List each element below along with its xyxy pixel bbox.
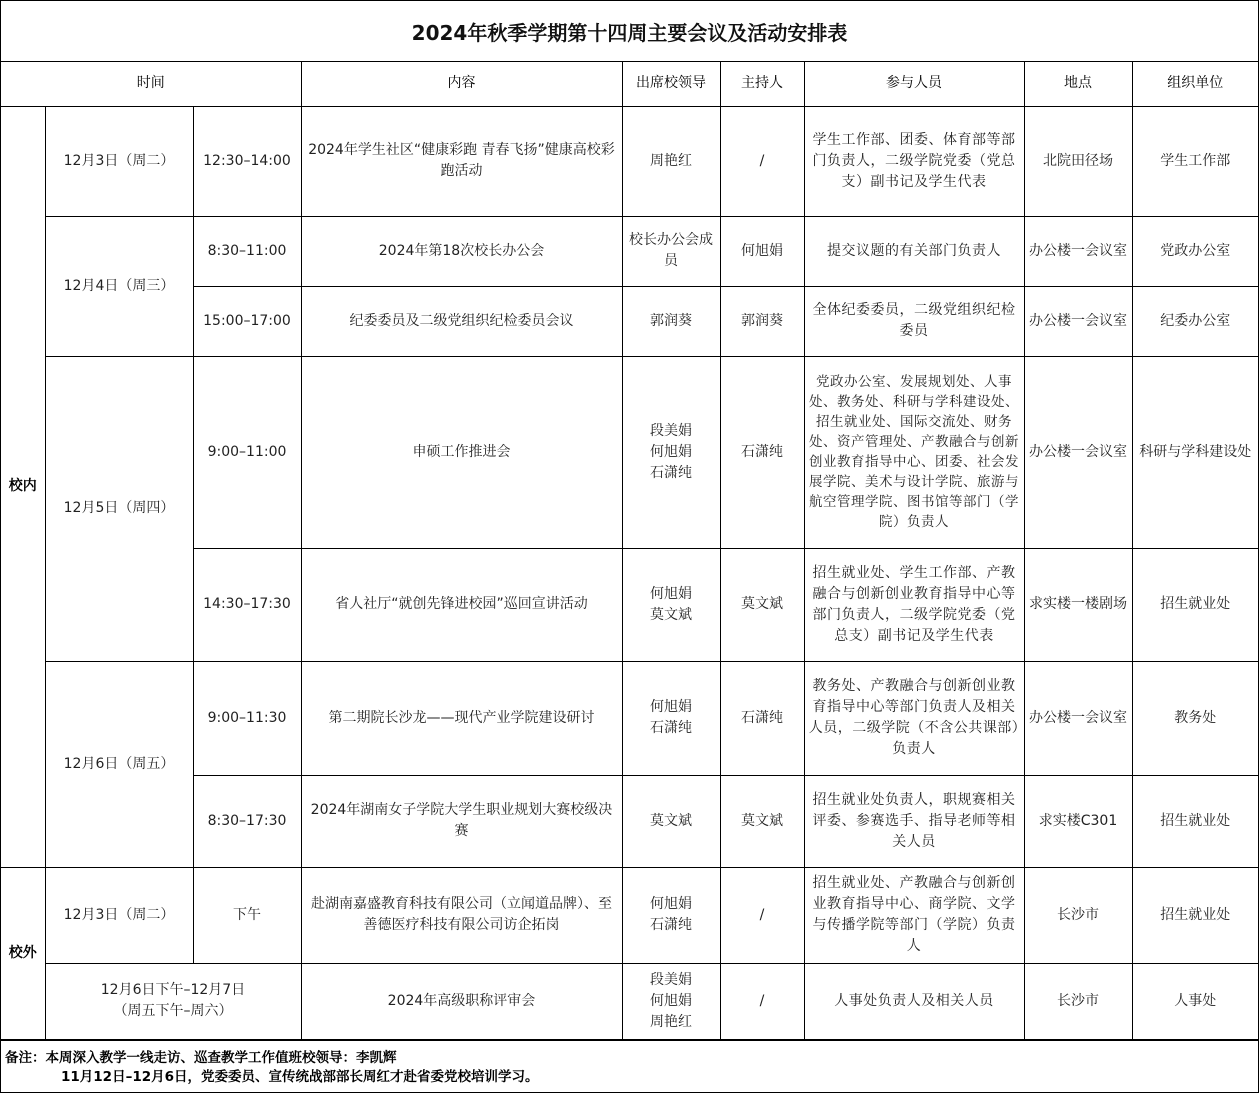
location-cell: 办公楼一会议室 [1024,216,1132,286]
time-cell: 12:30–14:00 [193,106,301,216]
leaders-cell: 段美娟 何旭娟 周艳红 [622,963,720,1039]
time-cell: 8:30–11:00 [193,216,301,286]
organizer-cell: 科研与学科建设处 [1132,356,1258,548]
leaders-cell: 何旭娟 石潇纯 [622,661,720,775]
location-cell: 求实楼一楼剧场 [1024,548,1132,661]
organizer-cell: 招生就业处 [1132,775,1258,867]
location-cell: 办公楼一会议室 [1024,356,1132,548]
date-cell: 12月4日（周三） [45,216,193,356]
organizer-cell: 招生就业处 [1132,867,1258,963]
location-cell: 办公楼一会议室 [1024,661,1132,775]
host-cell: / [720,867,804,963]
header-content: 内容 [301,62,622,106]
location-cell: 长沙市 [1024,867,1132,963]
table-row [1,356,1258,548]
content-cell: 2024年湖南女子学院大学生职业规划大赛校级决赛 [301,775,622,867]
location-cell: 长沙市 [1024,963,1132,1039]
time-cell: 9:00–11:30 [193,661,301,775]
host-cell: 莫文斌 [720,775,804,867]
leaders-cell: 莫文斌 [622,775,720,867]
host-cell: / [720,106,804,216]
header-host: 主持人 [720,62,804,106]
header-leaders: 出席校领导 [622,62,720,106]
content-cell: 2024年高级职称评审会 [301,963,622,1039]
page-title: 2024年秋季学期第十四周主要会议及活动安排表 [1,1,1258,62]
organizer-cell: 教务处 [1132,661,1258,775]
content-cell: 申硕工作推进会 [301,356,622,548]
participants-cell: 全体纪委委员，二级党组织纪检委员 [804,286,1024,356]
header-participants: 参与人员 [804,62,1024,106]
time-cell: 15:00–17:00 [193,286,301,356]
table-row [1,661,1258,775]
table-row [1,216,1258,286]
header-location: 地点 [1024,62,1132,106]
location-cell: 办公楼一会议室 [1024,286,1132,356]
organizer-cell: 人事处 [1132,963,1258,1039]
table-row [1,106,1258,216]
organizer-cell: 招生就业处 [1132,548,1258,661]
time-cell: 14:30–17:30 [193,548,301,661]
date-cell: 12月6日（周五） [45,661,193,867]
participants-cell: 招生就业处负责人，职规赛相关评委、参赛选手、指导老师等相关人员 [804,775,1024,867]
time-cell: 9:00–11:00 [193,356,301,548]
participants-cell: 提交议题的有关部门负责人 [804,216,1024,286]
participants-cell: 党政办公室、发展规划处、人事处、教务处、科研与学科建设处、招生就业处、国际交流处、财务处、资产管理处、产教融合与创新创业教育指导中心、团委、社会发展学院、美术与设计学院、旅游与航空管理学院、图书馆等部门（学院）负责人 [804,356,1024,548]
location-cell: 求实楼C301 [1024,775,1132,867]
participants-cell: 人事处负责人及相关人员 [804,963,1024,1039]
host-cell: 莫文斌 [720,548,804,661]
leaders-cell: 段美娟 何旭娟 石潇纯 [622,356,720,548]
host-cell: 石潇纯 [720,356,804,548]
participants-cell: 教务处、产教融合与创新创业教育指导中心等部门负责人及相关人员，二级学院（不含公共课部）负责人 [804,661,1024,775]
location-cell: 北院田径场 [1024,106,1132,216]
participants-cell: 学生工作部、团委、体育部等部门负责人，二级学院党委（党总支）副书记及学生代表 [804,106,1024,216]
schedule-table [1,62,1258,1040]
host-cell: 石潇纯 [720,661,804,775]
participants-cell: 招生就业处、产教融合与创新创业教育指导中心、商学院、文学与传播学院等部门（学院）负责人 [804,867,1024,963]
leaders-cell: 何旭娟 莫文斌 [622,548,720,661]
time-cell: 下午 [193,867,301,963]
host-cell: / [720,963,804,1039]
leaders-cell: 何旭娟 石潇纯 [622,867,720,963]
host-cell: 郭润葵 [720,286,804,356]
header-organizer: 组织单位 [1132,62,1258,106]
leaders-cell: 郭润葵 [622,286,720,356]
date-cell: 12月6日下午–12月7日 （周五下午–周六） [45,963,301,1039]
header-row [1,62,1258,106]
organizer-cell: 学生工作部 [1132,106,1258,216]
content-cell: 省人社厅“就创先锋进校园”巡回宣讲活动 [301,548,622,661]
content-cell: 赴湖南嘉盛教育科技有限公司（立闻道品牌）、至善德医疗科技有限公司访企拓岗 [301,867,622,963]
content-cell: 2024年学生社区“健康彩跑 青春飞扬”健康高校彩跑活动 [301,106,622,216]
footnote-line-2: 11月12日–12月6日，党委委员、宣传统战部部长周红才赴省委党校培训学习。 [61,1068,539,1085]
table-row [1,963,1258,1039]
leaders-cell: 周艳红 [622,106,720,216]
organizer-cell: 党政办公室 [1132,216,1258,286]
date-cell: 12月5日（周四） [45,356,193,661]
content-cell: 2024年第18次校长办公会 [301,216,622,286]
scope-external: 校外 [1,867,45,1039]
host-cell: 何旭娟 [720,216,804,286]
leaders-cell: 校长办公会成员 [622,216,720,286]
header-time: 时间 [1,62,301,106]
content-cell: 纪委委员及二级党组织纪检委员会议 [301,286,622,356]
footnote [1,1040,1258,1094]
footnote-line-1: 备注：本周深入教学一线走访、巡查教学工作值班校领导：李凯辉 [5,1049,397,1066]
organizer-cell: 纪委办公室 [1132,286,1258,356]
date-cell: 12月3日（周二） [45,106,193,216]
content-cell: 第二期院长沙龙——现代产业学院建设研讨 [301,661,622,775]
table-row [1,867,1258,963]
date-cell: 12月3日（周二） [45,867,193,963]
participants-cell: 招生就业处、学生工作部、产教融合与创新创业教育指导中心等部门负责人，二级学院党委（党总支）副书记及学生代表 [804,548,1024,661]
time-cell: 8:30–17:30 [193,775,301,867]
scope-internal: 校内 [1,106,45,867]
